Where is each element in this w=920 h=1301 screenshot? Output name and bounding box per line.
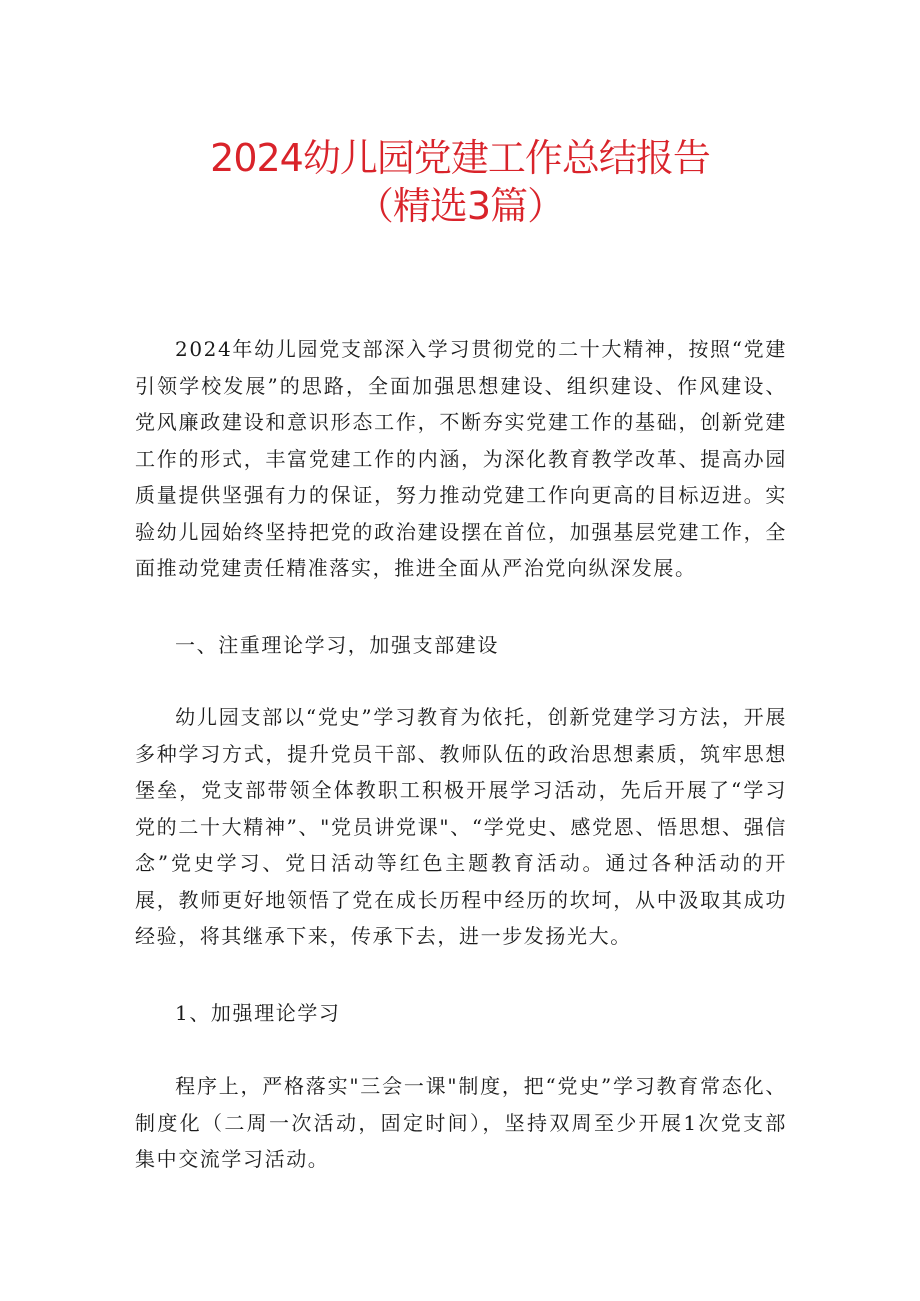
- subsection-1-text: 程序上，严格落实"三会一课"制度，把“党史”学习教育常态化、制度化（二周一次活动，固定时间），坚持双周至少开展1次党支部集中交流学习活动。: [135, 1074, 787, 1171]
- section-1-text: 幼儿园支部以“党史”学习教育为依托，创新党建学习方法，开展多种学习方式，提升党员干部、教师队伍的政治思想素质，筑牢思想堡垒，党支部带领全体教职工积极开展学习活动，先后开展了“学习党的二十大精神”、"党员讲党课"、“学党史、感党恩、悟思想、强信念”党史学习、党日活动等红色主题教育活动。通过各种活动的开展，教师更好地领悟了党在成长历程中经历的坎坷，从中汲取其成功经验，将其继承下来，传承下去，进一步发扬光大。: [135, 705, 787, 948]
- subsection-heading-1: 1、加强理论学习: [175, 1001, 341, 1025]
- document-title: 2024幼儿园党建工作总结报告: [210, 136, 710, 180]
- intro-paragraph: [135, 331, 787, 587]
- document-subtitle: （精选3篇）: [355, 184, 565, 228]
- section-heading-1: 一、注重理论学习，加强支部建设: [175, 633, 499, 657]
- section-1-paragraph: [135, 699, 787, 955]
- subsection-1-paragraph: [135, 1068, 787, 1178]
- intro-text: 2024年幼儿园党支部深入学习贯彻党的二十大精神，按照“党建引领学校发展”的思路，全面加强思想建设、组织建设、作风建设、党风廉政建设和意识形态工作，不断夯实党建工作的基础，创新党建工作的形式，丰富党建工作的内涵，为深化教育教学改革、提高办园质量提供坚强有力的保证，努力推动党建工作向更高的目标迈进。实验幼儿园始终坚持把党的政治建设摆在首位，加强基层党建工作，全面推动党建责任精准落实，推进全面从严治党向纵深发展。: [135, 337, 787, 580]
